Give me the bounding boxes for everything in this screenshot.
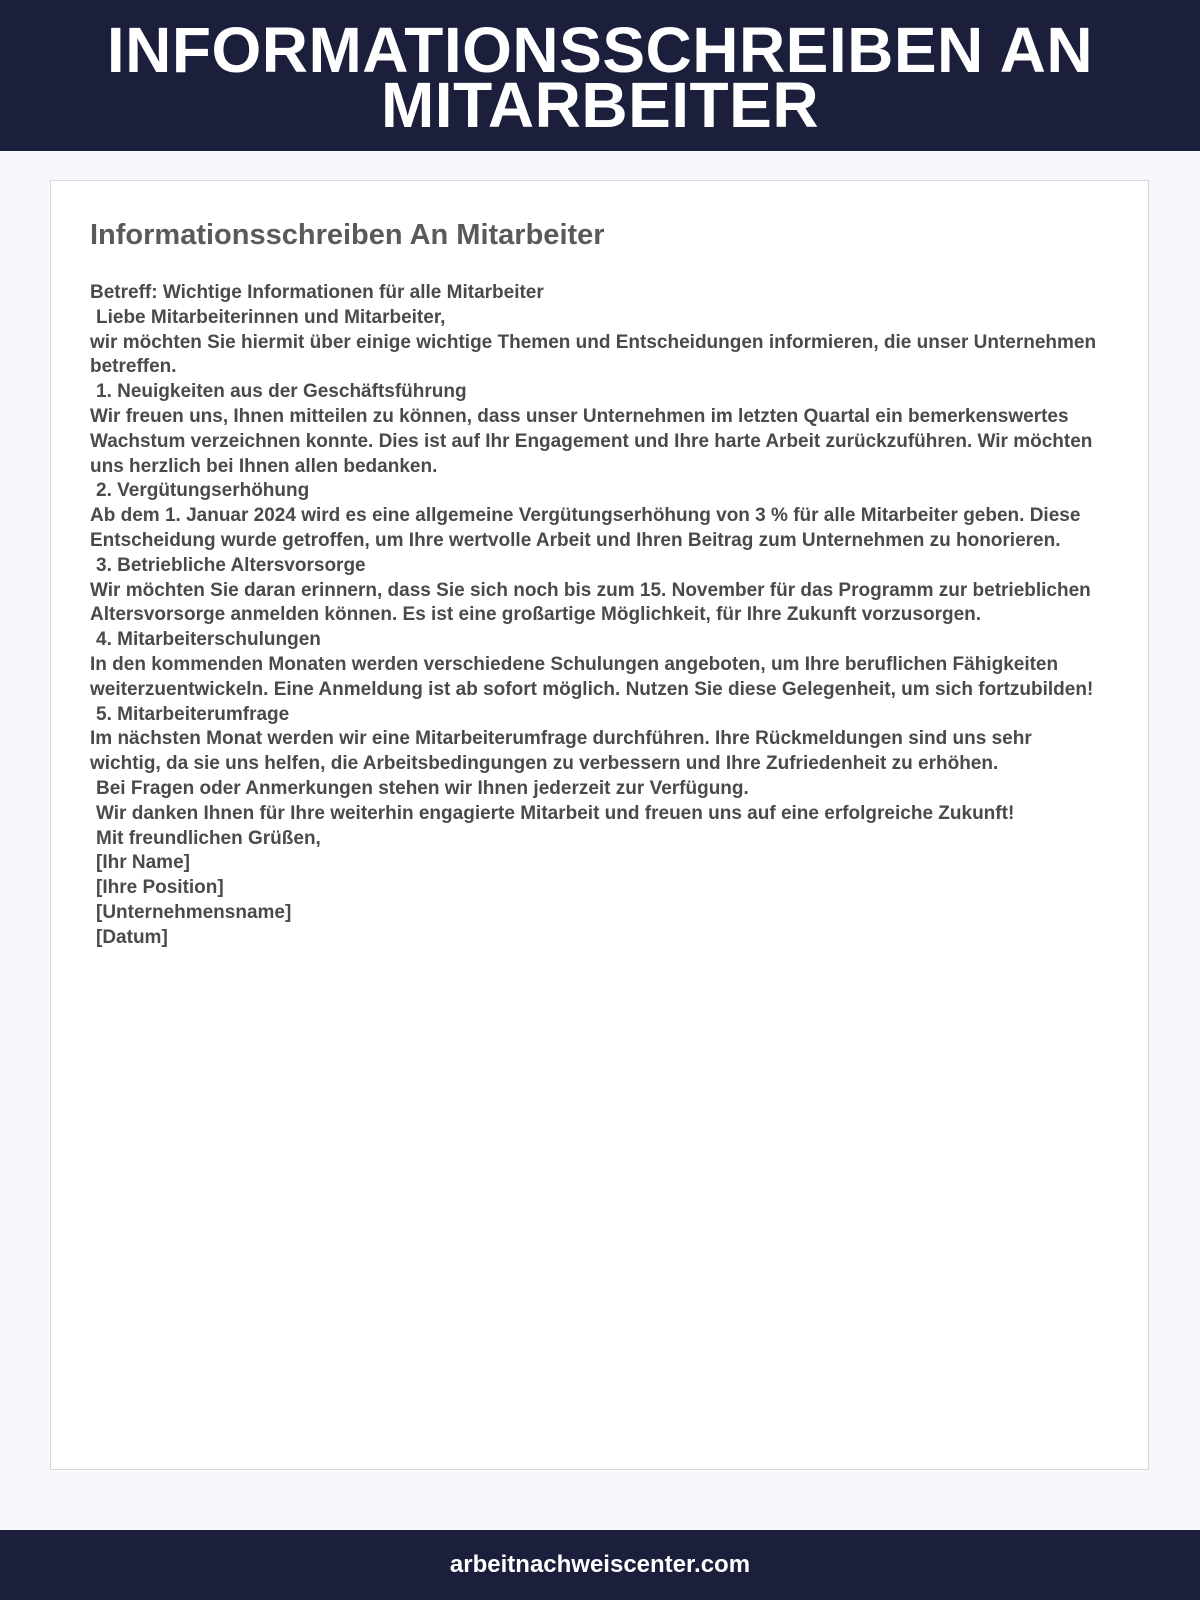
section-heading-3: 3. Betriebliche Altersvorsorge [96,554,366,576]
section-text-2: Ab dem 1. Januar 2024 wird es eine allgemeine Vergütungserhöhung von 3 % für alle Mitarbeiter geben. Diese Entscheidung wurde getroffen, um Ihre wertvolle Arbeit und Ihren Beitrag zum Unternehmen zu honorieren. [90,505,1081,551]
document-card [50,180,1149,1470]
signature-company: [Unternehmensname] [96,901,292,923]
header-title-line2: MITARBEITER [380,68,820,141]
section-text-4: In den kommenden Monaten werden verschiedene Schulungen angeboten, um Ihre beruflichen Fähigkeiten weiterzuentwickeln. Eine Anmeldung ist ab sofort möglich. Nutzen Sie diese Gelegenheit, um sich fortzubilden! [90,653,1094,700]
section-text-3: Wir möchten Sie daran erinnern, dass Sie sich noch bis zum 15. November für das Programm zur betrieblichen Altersvorsorge anmelden können. Es ist eine großartige Möglichkeit, für Ihre Zukunft vorzusorgen. [90,579,1091,626]
questions-text: Bei Fragen oder Anmerkungen stehen wir Ihnen jederzeit zur Verfügung. [96,777,749,799]
document-body [90,281,1100,951]
site-header [0,0,1200,151]
section-text-1: Wir freuen uns, Ihnen mitteilen zu können, dass unser Unternehmen im letzten Quartal ein bemerkenswertes Wachstum verzeichnen konnte. Dies ist auf Ihr Engagement und Ihre harte Arbeit zurückzuführen. Wir möchten uns herzlich bei Ihnen allen bedanken. [90,405,1093,477]
footer-site-name: arbeitnachweiscenter.com [449,1551,751,1578]
intro-text: wir möchten Sie hiermit über einige wichtige Themen und Entscheidungen informieren, die unser Unternehmen betreffen. [90,331,1097,378]
section-heading-1: 1. Neuigkeiten aus der Geschäftsführung [96,381,467,403]
section-text-5: Im nächsten Monat werden wir eine Mitarbeiterumfrage durchführen. Ihre Rückmeldungen sind uns sehr wichtig, da sie uns helfen, die Arbeitsbedingungen zu verbessern und Ihre Zufriedenheit zu erhöhen. [90,728,1032,775]
section-heading-5: 5. Mitarbeiterumfrage [96,703,290,725]
greeting: Liebe Mitarbeiterinnen und Mitarbeiter, [96,306,446,328]
thanks-text: Wir danken Ihnen für Ihre weiterhin engagierte Mitarbeit und freuen uns auf eine erfolgreiche Zukunft! [96,802,1015,824]
site-footer [0,1530,1200,1600]
closing-text: Mit freundlichen Grüßen, [96,827,321,849]
signature-name: [Ihr Name] [96,852,190,874]
signature-position: [Ihre Position] [96,877,224,899]
header-title [106,13,1094,141]
section-heading-4: 4. Mitarbeiterschulungen [96,629,321,651]
subject-line: Betreff: Wichtige Informationen für alle Mitarbeiter [90,282,544,303]
section-heading-2: 2. Vergütungserhöhung [96,480,310,502]
header-title-line1: INFORMATIONSSCHREIBEN AN [106,13,1094,86]
document-title: Informationsschreiben An Mitarbeiter [90,219,605,251]
signature-date: [Datum] [96,926,168,948]
